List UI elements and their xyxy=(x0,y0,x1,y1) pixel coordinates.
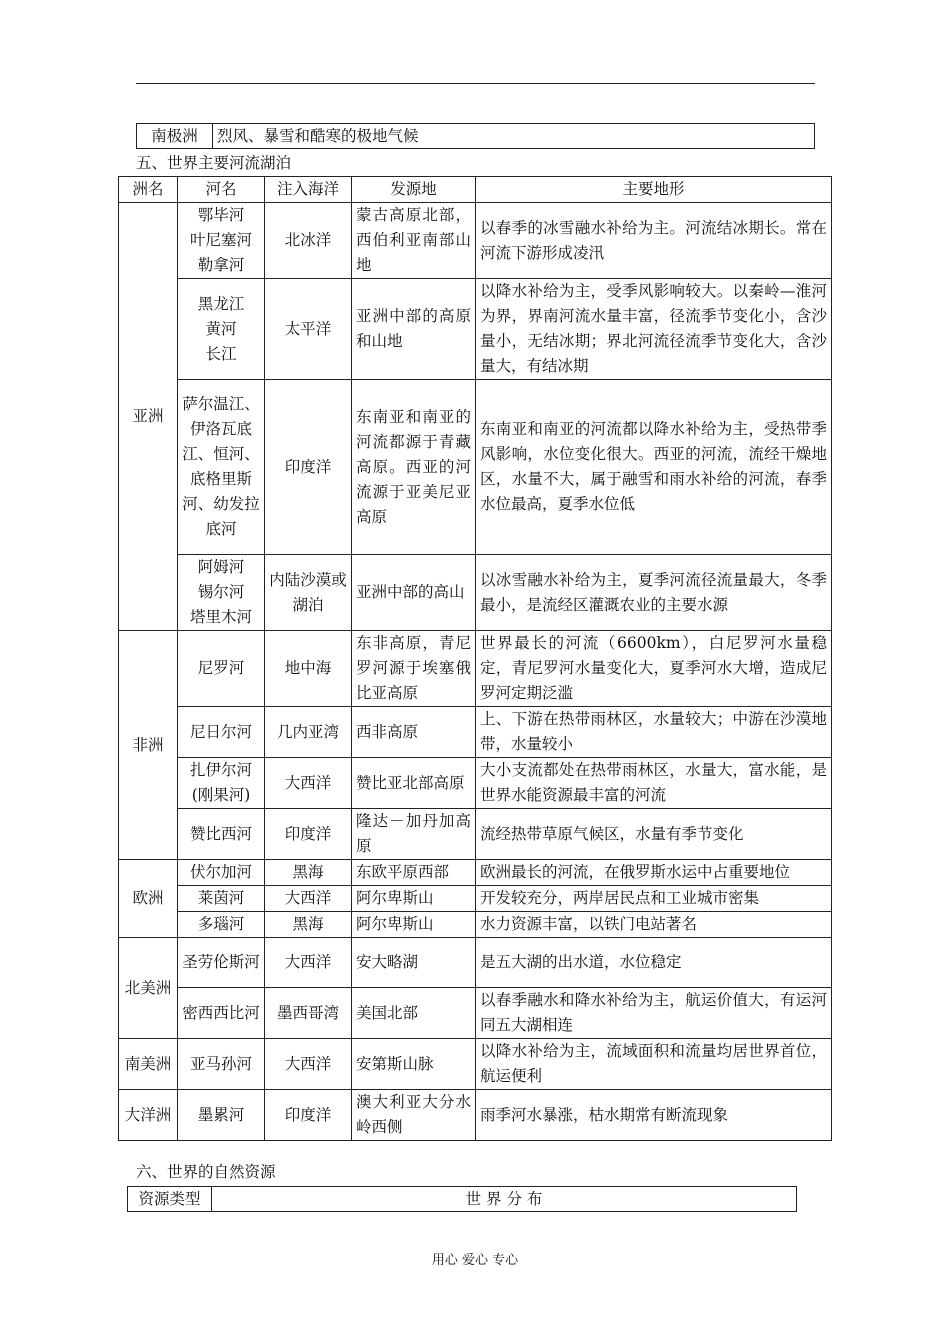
source-cell: 蒙古高原北部，西伯利亚南部山地 xyxy=(352,203,476,279)
table-row xyxy=(119,1090,832,1141)
ocean-cell: 印度洋 xyxy=(265,809,352,860)
header-river: 河名 xyxy=(178,177,265,203)
river-cell: 伏尔加河 xyxy=(178,860,265,886)
table-row xyxy=(119,938,832,988)
ocean-cell: 印度洋 xyxy=(265,380,352,555)
description-cell: 东南亚和南亚的河流都以降水补给为主，受热带季风影响，水位变化很大。西亚的河流，流经干燥地区，水量不大，属于融雪和雨水补给的河流，春季水位最高，夏季水位低 xyxy=(476,380,832,555)
ocean-cell: 北冰洋 xyxy=(265,203,352,279)
section-title-rivers: 五、世界主要河流湖泊 xyxy=(136,154,292,172)
table-row xyxy=(119,809,832,860)
continent-cell: 亚洲 xyxy=(119,203,178,631)
table-header-row xyxy=(119,177,832,203)
table-row xyxy=(119,707,832,758)
river-cell: 阿姆河 锡尔河 塔里木河 xyxy=(178,555,265,631)
ocean-cell: 大西洋 xyxy=(265,758,352,809)
ocean-cell: 大西洋 xyxy=(265,938,352,988)
description-cell: 以冰雪融水补给为主，夏季河流径流量最大，冬季最小，是流经区灌溉农业的主要水源 xyxy=(476,555,832,631)
source-cell: 阿尔卑斯山 xyxy=(352,912,476,938)
river-cell: 鄂毕河 叶尼塞河 勒拿河 xyxy=(178,203,265,279)
description-cell: 世界最长的河流（6600km），白尼罗河水量稳定，青尼罗河水量变化大，夏季河水大增，造成尼罗河定期泛滥 xyxy=(476,631,832,707)
header-distribution: 世 界 分 布 xyxy=(212,1187,797,1212)
ocean-cell: 黑海 xyxy=(265,860,352,886)
continent-cell: 非洲 xyxy=(119,631,178,860)
river-cell: 亚马孙河 xyxy=(178,1039,265,1090)
source-cell: 澳大利亚大分水岭西侧 xyxy=(352,1090,476,1141)
source-cell: 西非高原 xyxy=(352,707,476,758)
ocean-cell: 墨西哥湾 xyxy=(265,988,352,1039)
page-footer: 用心 爱心 专心 xyxy=(431,1253,519,1268)
ocean-cell: 大西洋 xyxy=(265,886,352,912)
table-row xyxy=(119,758,832,809)
table-row xyxy=(119,860,832,886)
table-header-row xyxy=(128,1187,797,1212)
river-cell: 萨尔温江、伊洛瓦底江、恒河、底格里斯河、幼发拉底河 xyxy=(178,380,265,555)
ocean-cell: 几内亚湾 xyxy=(265,707,352,758)
description-cell: 雨季河水暴涨，枯水期常有断流现象 xyxy=(476,1090,832,1141)
rivers-table xyxy=(118,176,832,1141)
continent-cell: 北美洲 xyxy=(119,938,178,1039)
header-continent: 洲名 xyxy=(119,177,178,203)
description-cell: 流经热带草原气候区，水量有季节变化 xyxy=(476,809,832,860)
description-cell: 开发较充分，两岸居民点和工业城市密集 xyxy=(476,886,832,912)
header-description: 主要地形 xyxy=(476,177,832,203)
description-cell: 以春季融水和降水补给为主，航运价值大，有运河同五大湖相连 xyxy=(476,988,832,1039)
description-cell: 是五大湖的出水道，水位稳定 xyxy=(476,938,832,988)
table-row xyxy=(119,886,832,912)
source-cell: 亚洲中部的高原和山地 xyxy=(352,279,476,380)
ocean-cell: 太平洋 xyxy=(265,279,352,380)
description-cell: 以降水补给为主，流域面积和流量均居世界首位，航运便利 xyxy=(476,1039,832,1090)
table-row xyxy=(119,1039,832,1090)
source-cell: 美国北部 xyxy=(352,988,476,1039)
source-cell: 东欧平原西部 xyxy=(352,860,476,886)
source-cell: 隆达－加丹加高原 xyxy=(352,809,476,860)
description-cell: 上、下游在热带雨林区，水量较大；中游在沙漠地带，水量较小 xyxy=(476,707,832,758)
river-cell: 墨累河 xyxy=(178,1090,265,1141)
table-row xyxy=(119,380,832,555)
table-row xyxy=(119,555,832,631)
table-row xyxy=(119,988,832,1039)
ocean-cell: 大西洋 xyxy=(265,1039,352,1090)
table-row xyxy=(119,912,832,938)
description-cell: 欧洲最长的河流，在俄罗斯水运中占重要地位 xyxy=(476,860,832,886)
river-cell: 赞比西河 xyxy=(178,809,265,860)
river-cell: 扎伊尔河 (刚果河) xyxy=(178,758,265,809)
resources-table xyxy=(127,1186,797,1212)
river-cell: 密西西比河 xyxy=(178,988,265,1039)
description-cell: 水力资源丰富，以铁门电站著名 xyxy=(476,912,832,938)
river-cell: 尼罗河 xyxy=(178,631,265,707)
header-rule xyxy=(136,83,815,84)
river-cell: 莱茵河 xyxy=(178,886,265,912)
continent-cell: 大洋洲 xyxy=(119,1090,178,1141)
ocean-cell: 地中海 xyxy=(265,631,352,707)
source-cell: 安大略湖 xyxy=(352,938,476,988)
antarctica-table xyxy=(136,123,815,149)
table-row xyxy=(137,124,815,149)
climate-cell: 烈风、暴雪和酷寒的极地气候 xyxy=(213,124,815,149)
table-row xyxy=(119,279,832,380)
river-cell: 尼日尔河 xyxy=(178,707,265,758)
description-cell: 以春季的冰雪融水补给为主。河流结冰期长。常在河流下游形成凌汛 xyxy=(476,203,832,279)
header-resource-type: 资源类型 xyxy=(128,1187,212,1212)
continent-cell: 欧洲 xyxy=(119,860,178,938)
source-cell: 东非高原，青尼罗河源于埃塞俄比亚高原 xyxy=(352,631,476,707)
ocean-cell: 内陆沙漠或湖泊 xyxy=(265,555,352,631)
source-cell: 赞比亚北部高原 xyxy=(352,758,476,809)
source-cell: 东南亚和南亚的河流都源于青藏高原。西亚的河流源于亚美尼亚高原 xyxy=(352,380,476,555)
table-row xyxy=(119,203,832,279)
ocean-cell: 印度洋 xyxy=(265,1090,352,1141)
continent-cell: 南极洲 xyxy=(137,124,213,149)
source-cell: 阿尔卑斯山 xyxy=(352,886,476,912)
source-cell: 安第斯山脉 xyxy=(352,1039,476,1090)
section-title-resources: 六、世界的自然资源 xyxy=(136,1163,276,1181)
description-cell: 大小支流都处在热带雨林区，水量大，富水能，是世界水能资源最丰富的河流 xyxy=(476,758,832,809)
source-cell: 亚洲中部的高山 xyxy=(352,555,476,631)
header-source: 发源地 xyxy=(352,177,476,203)
river-cell: 多瑙河 xyxy=(178,912,265,938)
continent-cell: 南美洲 xyxy=(119,1039,178,1090)
description-cell: 以降水补给为主，受季风影响较大。以秦岭—淮河为界，界南河流水量丰富，径流季节变化小，含沙量小，无结冰期；界北河流径流季节变化大，含沙量大，有结冰期 xyxy=(476,279,832,380)
ocean-cell: 黑海 xyxy=(265,912,352,938)
header-ocean: 注入海洋 xyxy=(265,177,352,203)
table-row xyxy=(119,631,832,707)
river-cell: 圣劳伦斯河 xyxy=(178,938,265,988)
river-cell: 黑龙江 黄河 长江 xyxy=(178,279,265,380)
